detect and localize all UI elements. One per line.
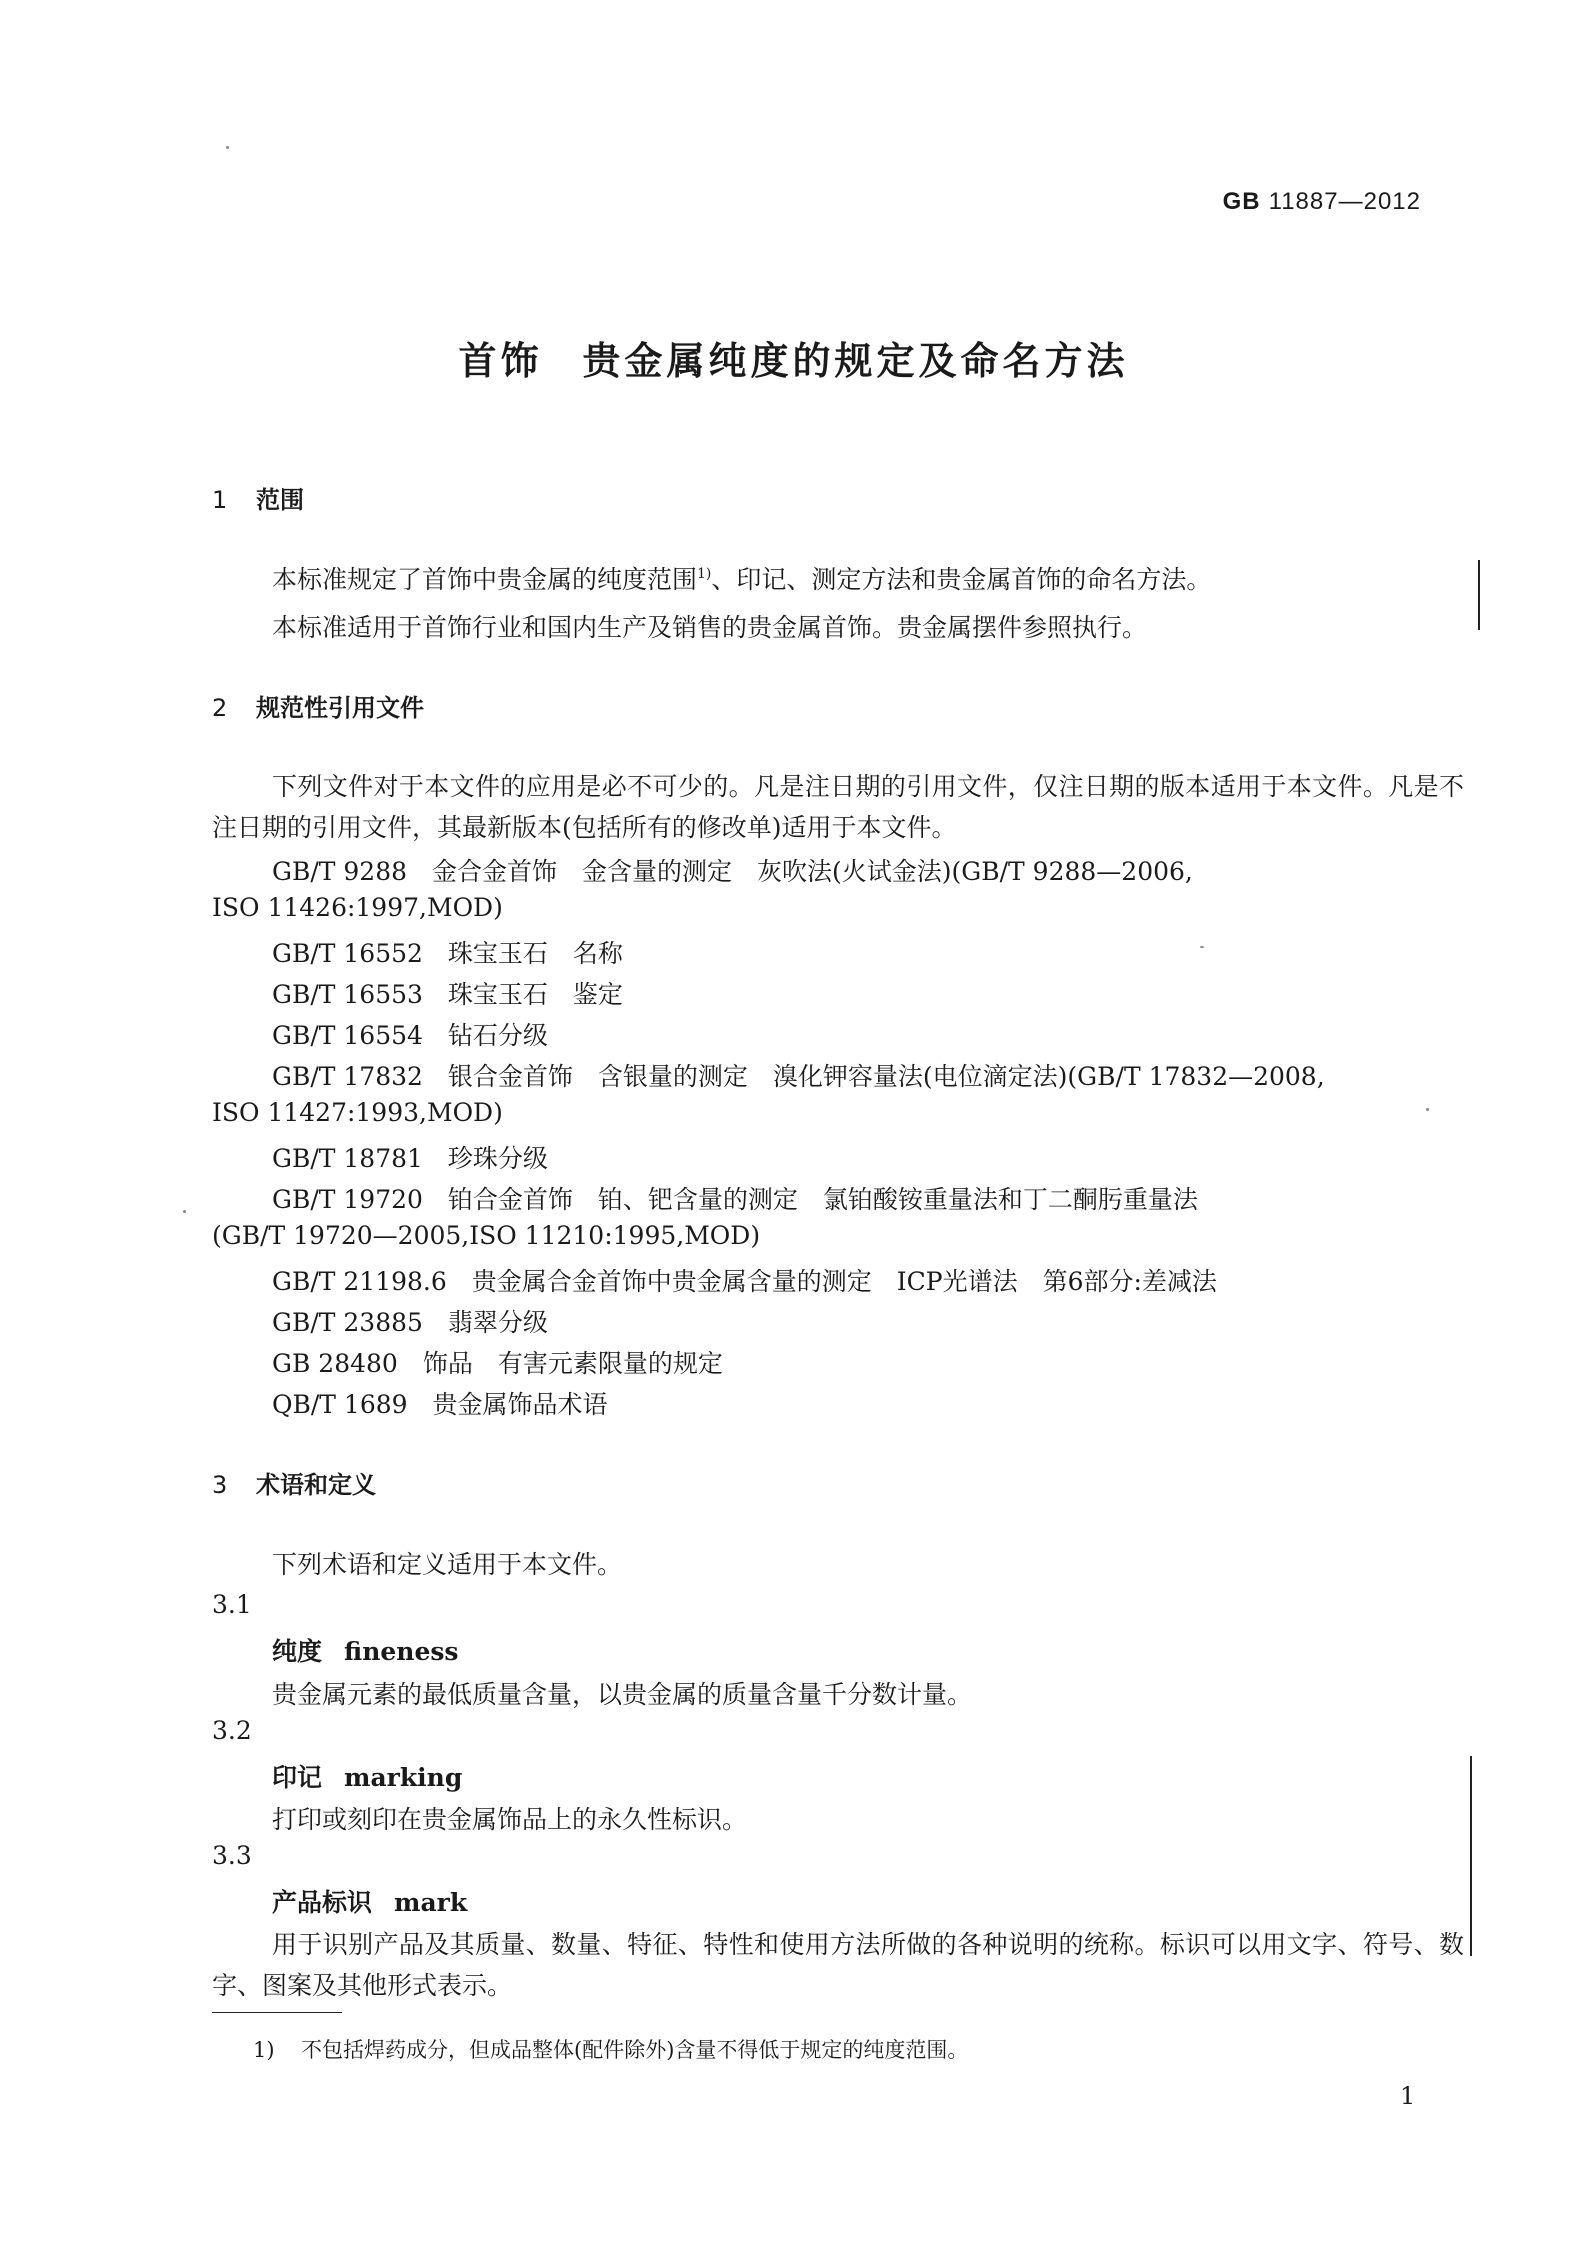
reference-item: GB/T 23885 翡翠分级 [272, 1308, 548, 1337]
change-bar [1470, 1756, 1472, 1956]
reference-item: GB/T 17832 银合金首饰 含银量的测定 溴化钾容量法(电位滴定法)(GB/T 17832—2008, [272, 1062, 1325, 1091]
reference-item: GB/T 16552 珠宝玉石 名称 [272, 939, 623, 968]
scope-paragraph-2: 本标准适用于首饰行业和国内生产及销售的贵金属首饰。贵金属摆件参照执行。 [272, 613, 1148, 642]
scan-speck [183, 1210, 186, 1213]
reference-item: GB/T 19720 铂合金首饰 铂、钯含量的测定 氯铂酸铵重量法和丁二酮肟重量法 [272, 1185, 1198, 1214]
term-definition-long: 用于识别产品及其质量、数量、特征、特性和使用方法所做的各种说明的统称。标识可以用文字、符号、数字、图案及其他形式表示。 [212, 1930, 1464, 2000]
term-number: 3.2 [212, 1716, 252, 1745]
reference-item: GB 28480 饰品 有害元素限量的规定 [272, 1349, 723, 1378]
term-number: 3.3 [212, 1841, 252, 1870]
reference-item: QB/T 1689 贵金属饰品术语 [272, 1390, 608, 1419]
term-definition: 贵金属元素的最低质量含量，以贵金属的质量含量千分数计量。 [272, 1680, 973, 1709]
term-heading: 纯度 fineness [272, 1637, 459, 1666]
section-heading-references: 2 规范性引用文件 [212, 694, 424, 722]
footnote-separator [212, 2012, 342, 2013]
reference-item: GB/T 16554 钻石分级 [272, 1021, 548, 1050]
footnote: 1) 不包括焊药成分，但成品整体(配件除外)含量不得低于规定的纯度范围。 [253, 2038, 969, 2062]
page-number: 1 [1400, 2082, 1416, 2110]
term-definition: 打印或刻印在贵金属饰品上的永久性标识。 [272, 1805, 748, 1834]
term-number: 3.1 [212, 1590, 252, 1619]
references-intro: 下列文件对于本文件的应用是必不可少的。凡是注日期的引用文件，仅注日期的版本适用于本文件。凡是不注日期的引用文件，其最新版本(包括所有的修改单)适用于本文件。 [212, 772, 1464, 842]
scan-speck [1426, 1108, 1429, 1111]
change-bar [1478, 560, 1480, 630]
reference-item-continued: ISO 11427:1993,MOD) [212, 1098, 503, 1127]
term-heading: 产品标识 mark [272, 1888, 468, 1917]
title-part1: 首饰 [458, 339, 543, 383]
reference-item: GB/T 18781 珍珠分级 [272, 1144, 548, 1173]
reference-item-continued: (GB/T 19720—2005,ISO 11210:1995,MOD) [212, 1221, 761, 1250]
footnote-ref[interactable]: 1) [697, 566, 712, 582]
scope-paragraph-1: 本标准规定了首饰中贵金属的纯度范围$^{1)}$、印记、测定方法和贵金属首饰的命名方法。 [272, 565, 1212, 594]
page-title [0, 330, 1587, 385]
reference-item: GB/T 16553 珠宝玉石 鉴定 [272, 980, 623, 1009]
reference-item-continued: ISO 11426:1997,MOD) [212, 893, 503, 922]
scan-speck [226, 146, 229, 149]
title-part2: 贵金属纯度的规定及命名方法 [582, 339, 1129, 383]
reference-item: GB/T 9288 金合金首饰 金含量的测定 灰吹法(火试金法)(GB/T 9288—2006, [272, 857, 1193, 886]
term-heading: 印记 marking [272, 1763, 463, 1792]
reference-item: GB/T 21198.6 贵金属合金首饰中贵金属含量的测定 ICP光谱法 第6部分:差减法 [272, 1267, 1217, 1296]
terms-intro: 下列术语和定义适用于本文件。 [272, 1550, 623, 1579]
scan-speck [1200, 946, 1204, 948]
section-heading-terms: 3 术语和定义 [212, 1471, 376, 1499]
section-heading-scope: 1 范围 [212, 486, 304, 514]
standard-code: 11887—2012 [1268, 188, 1421, 215]
standard-prefix: GB [1222, 188, 1261, 215]
standard-number [1223, 188, 1421, 216]
